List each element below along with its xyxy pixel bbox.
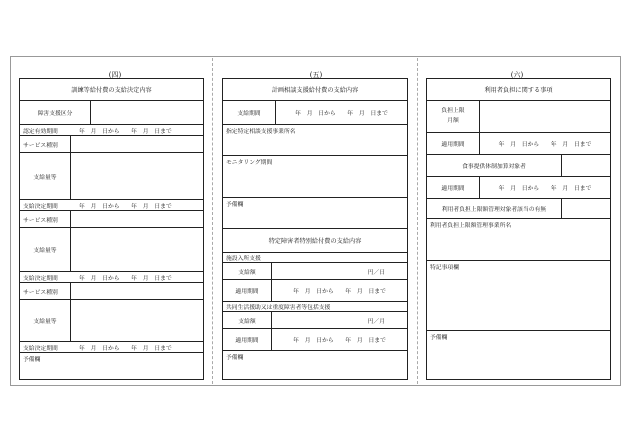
remarks-row-5b <box>223 351 407 379</box>
supply-amount-row-1 <box>20 153 203 200</box>
service-type-row-2 <box>20 211 203 228</box>
facility-amount-row <box>223 263 407 280</box>
section-6-header-row <box>427 79 610 101</box>
group-home-amount-value[interactable]: 円／月 <box>271 312 407 328</box>
supply-amount-value-3[interactable] <box>70 300 203 341</box>
burden-limit-label: 負担上限 月額 <box>441 108 465 124</box>
group-home-row <box>223 302 407 312</box>
remarks-label-6: 予備欄 <box>430 335 448 341</box>
section-label-6: (六) <box>510 71 524 79</box>
meal-system-value[interactable] <box>561 155 610 176</box>
group-home-period-row <box>223 329 407 351</box>
disability-category-label: 障害支援区分 <box>37 111 73 117</box>
mgmt-target-label: 利用者負担上限額管理対象者該当の有無 <box>441 207 547 213</box>
special-benefit-title: 特定障害者特別給付費の支給内容 <box>268 238 362 245</box>
burden-limit-value[interactable] <box>479 101 610 132</box>
decision-period-row-1 <box>20 200 203 211</box>
service-type-row-1 <box>20 136 203 153</box>
section-5-title: 計画相談支援給付費の支給内容 <box>271 87 359 94</box>
facility-period-value[interactable]: 年 月 日から 年 月 日まで <box>271 280 407 301</box>
facility-support-label: 施設入所支援 <box>226 256 261 262</box>
section-6-table <box>426 78 611 380</box>
section-4-header-row <box>20 79 203 101</box>
facility-amount-value[interactable]: 円／日 <box>271 263 407 279</box>
designated-office-label: 指定特定相談支援事業所名 <box>226 129 296 135</box>
service-type-label-3: サービス種別 <box>23 289 58 296</box>
section-5-header-row <box>223 79 407 101</box>
disability-category-row <box>20 101 203 125</box>
group-home-period-value[interactable]: 年 月 日から 年 月 日まで <box>271 329 407 350</box>
section-4-title: 訓練等給付費の支給決定内容 <box>71 87 152 94</box>
monitoring-period-row <box>223 156 407 198</box>
facility-period-row <box>223 280 407 302</box>
remarks-label-5b: 予備欄 <box>226 355 244 361</box>
decision-period-row-2 <box>20 272 203 283</box>
service-type-value-1[interactable] <box>70 136 203 152</box>
remarks-row-6 <box>427 331 610 379</box>
burden-limit-row <box>427 101 610 133</box>
group-home-amount-label: 支給額 <box>238 318 256 325</box>
remarks-label-4: 予備欄 <box>23 357 41 363</box>
supply-amount-row-3 <box>20 300 203 342</box>
supply-amount-label-1: 支給量等 <box>33 174 57 181</box>
cert-period-row <box>20 125 203 136</box>
mgmt-target-value[interactable] <box>561 199 610 218</box>
supply-period-row <box>223 101 407 125</box>
service-type-row-3 <box>20 283 203 300</box>
mgmt-target-row <box>427 199 610 219</box>
section-label-4: (四) <box>108 71 122 79</box>
mgmt-office-row <box>427 219 610 261</box>
decision-period-value-2[interactable]: 年 月 日から 年 月 日まで <box>79 275 172 282</box>
decision-period-value-1[interactable]: 年 月 日から 年 月 日まで <box>79 203 172 210</box>
supply-amount-label-2: 支給量等 <box>33 248 57 254</box>
fold-line-2 <box>417 58 418 384</box>
burden-period-value[interactable]: 年 月 日から 年 月 日まで <box>479 133 610 154</box>
facility-period-label: 適用期間 <box>235 289 259 295</box>
group-home-period-label: 適用期間 <box>235 338 259 344</box>
meal-period-row <box>427 177 610 199</box>
supply-amount-row-2 <box>20 228 203 272</box>
section-4-table <box>19 78 204 380</box>
section-label-5: (五) <box>309 71 323 79</box>
group-home-amount-row <box>223 312 407 329</box>
decision-period-label-2: 支給決定期間 <box>23 275 58 282</box>
service-type-label-1: サービス種別 <box>23 142 58 149</box>
special-notes-row <box>427 261 610 331</box>
meal-period-label: 適用期間 <box>441 186 465 192</box>
group-home-label: 共同生活援助又は重度障害者等包括支援 <box>226 305 331 311</box>
special-notes-label: 特記事項欄 <box>430 265 459 271</box>
remarks-row-4 <box>20 353 203 379</box>
supply-amount-label-3: 支給量等 <box>33 319 57 325</box>
cert-period-label: 認定有効期間 <box>23 128 58 135</box>
decision-period-row-3 <box>20 342 203 353</box>
section-5-table <box>222 78 408 380</box>
meal-system-row <box>427 155 610 177</box>
decision-period-value-3[interactable]: 年 月 日から 年 月 日まで <box>79 345 172 352</box>
designated-office-row <box>223 125 407 156</box>
supply-amount-value-2[interactable] <box>70 228 203 271</box>
burden-period-row <box>427 133 610 155</box>
supply-period-value[interactable]: 年 月 日から 年 月 日まで <box>275 101 407 124</box>
special-benefit-header-row <box>223 229 407 253</box>
fold-line-1 <box>212 58 213 384</box>
decision-period-label-3: 支給決定期間 <box>23 345 58 352</box>
remarks-label-5a: 予備欄 <box>226 202 244 208</box>
service-type-value-2[interactable] <box>70 211 203 227</box>
decision-period-label-1: 支給決定期間 <box>23 203 58 210</box>
meal-system-label: 食事提供体制加算対象者 <box>462 164 526 170</box>
facility-amount-label: 支給額 <box>238 269 256 276</box>
cert-period-value[interactable]: 年 月 日から 年 月 日まで <box>79 128 172 135</box>
disability-category-value[interactable] <box>90 101 203 124</box>
mgmt-office-label: 利用者負担上限額管理事業所名 <box>430 223 512 229</box>
section-6-title: 利用者負担に関する事項 <box>484 87 553 94</box>
monitoring-period-label: モニタリング期間 <box>226 160 273 166</box>
meal-period-value[interactable]: 年 月 日から 年 月 日まで <box>479 177 610 198</box>
supply-period-label: 支給期間 <box>237 111 261 117</box>
supply-amount-value-1[interactable] <box>70 153 203 199</box>
burden-period-label: 適用期間 <box>441 142 465 148</box>
facility-support-row <box>223 253 407 263</box>
service-type-value-3[interactable] <box>70 283 203 299</box>
remarks-row-5a <box>223 198 407 229</box>
service-type-label-2: サービス種別 <box>23 217 58 224</box>
